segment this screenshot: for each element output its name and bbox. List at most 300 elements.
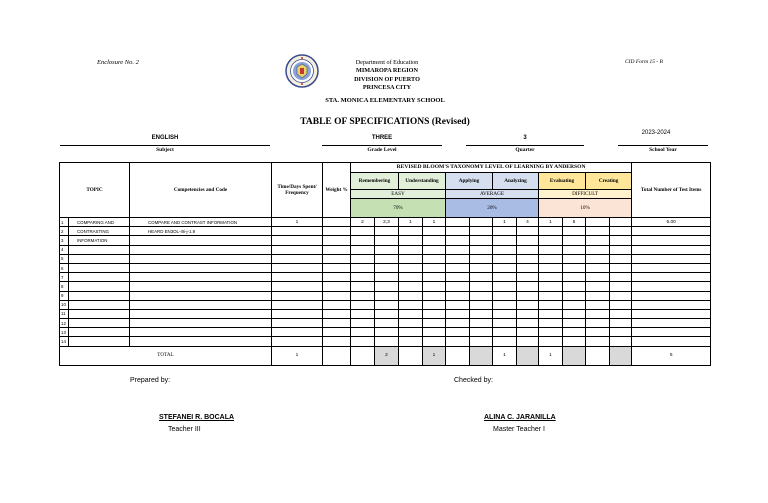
table-row (60, 300, 711, 309)
row-weight (323, 328, 351, 337)
row-weight (323, 300, 351, 309)
row-item-cell (517, 328, 539, 337)
row-item-cell (517, 282, 539, 291)
row-number: 4 (60, 245, 69, 254)
total-cell (610, 346, 632, 365)
row-item-cell (470, 245, 493, 254)
row-item-cell (399, 282, 423, 291)
checked-by-name: ALINA C. JARANILLA (484, 414, 556, 421)
division-name: DIVISION OF PUERTO PRINCESA CITY (354, 75, 420, 91)
row-item-cell (351, 300, 375, 309)
row-item-cell (423, 236, 446, 245)
row-item-cell (563, 319, 586, 328)
group-easy: EASY (351, 190, 446, 199)
group-difficult: DIFFICULT (539, 190, 632, 199)
total-weight (323, 346, 351, 365)
row-item-cell (493, 245, 517, 254)
row-time (272, 254, 323, 263)
row-weight (323, 254, 351, 263)
deped-seal-icon (285, 54, 319, 88)
row-total (632, 291, 711, 300)
row-number: 10 (60, 300, 69, 309)
row-item-cell (399, 337, 423, 346)
row-weight (323, 236, 351, 245)
topic-header: TOPIC (60, 163, 130, 218)
row-item-cell (446, 218, 470, 227)
row-item-cell (586, 291, 610, 300)
total-cell (446, 346, 470, 365)
row-number: 6 (60, 263, 69, 272)
table-row (60, 328, 711, 337)
enclosure-label: Enclosure No. 2 (97, 59, 139, 66)
row-item-cell (423, 291, 446, 300)
row-total (632, 263, 711, 272)
row-item-cell (610, 273, 632, 282)
row-item-cell (610, 254, 632, 263)
row-competency (130, 319, 272, 328)
school-year-underline (618, 145, 708, 146)
row-competency (130, 273, 272, 282)
row-item-cell (423, 245, 446, 254)
row-item-cell (610, 263, 632, 272)
row-topic (69, 245, 130, 254)
row-item-cell (375, 236, 399, 245)
region-name: MIMAROPA REGION (356, 67, 418, 75)
row-competency: COMPARE AND CONTRAST INFORMATION (130, 218, 272, 227)
row-weight (323, 282, 351, 291)
row-item-cell (399, 263, 423, 272)
row-number: 13 (60, 328, 69, 337)
grade-underline (322, 145, 442, 146)
row-item-cell (539, 227, 563, 236)
department-block (342, 59, 432, 92)
row-item-cell (470, 273, 493, 282)
row-item-cell (446, 337, 470, 346)
row-topic: COMPARING AND (69, 218, 130, 227)
row-topic (69, 263, 130, 272)
total-cell (586, 346, 610, 365)
row-item-cell (586, 328, 610, 337)
level-creating: Creating (586, 173, 632, 190)
time-header: Time/Days Spent/ Frequency (272, 163, 323, 218)
row-competency (130, 254, 272, 263)
percent-easy: 70% (351, 199, 446, 218)
level-analyzing: Analyzing (493, 173, 539, 190)
row-item-cell: 1 (399, 218, 423, 227)
row-item-cell (586, 236, 610, 245)
row-item-cell (375, 300, 399, 309)
row-item-cell (375, 319, 399, 328)
row-item-cell (586, 337, 610, 346)
row-item-cell (351, 254, 375, 263)
group-average: AVERAGE (446, 190, 539, 199)
row-weight (323, 218, 351, 227)
row-time (272, 282, 323, 291)
row-competency (130, 245, 272, 254)
row-item-cell (517, 300, 539, 309)
row-number: 14 (60, 337, 69, 346)
row-item-cell (563, 282, 586, 291)
row-item-cell (446, 300, 470, 309)
row-item-cell (423, 309, 446, 318)
row-item-cell (470, 282, 493, 291)
row-topic (69, 309, 130, 318)
row-total (632, 245, 711, 254)
row-item-cell (539, 273, 563, 282)
row-item-cell (446, 309, 470, 318)
row-item-cell (517, 319, 539, 328)
row-item-cell (610, 218, 632, 227)
row-item-cell (351, 273, 375, 282)
level-evaluating: Evaluating (539, 173, 586, 190)
total-items: 5 (632, 346, 711, 365)
row-item-cell (539, 291, 563, 300)
row-item-cell (351, 245, 375, 254)
taxonomy-header: REVISED BLOOM'S TAXONOMY LEVEL OF LEARNING BY ANDERSON (351, 163, 632, 173)
row-time (272, 300, 323, 309)
row-item-cell (375, 328, 399, 337)
row-weight (323, 227, 351, 236)
row-item-cell (446, 282, 470, 291)
row-item-cell (539, 319, 563, 328)
row-item-cell (539, 263, 563, 272)
row-item-cell (610, 309, 632, 318)
row-number: 5 (60, 254, 69, 263)
row-item-cell (539, 300, 563, 309)
row-item-cell (446, 273, 470, 282)
row-item-cell (493, 254, 517, 263)
row-item-cell: 1 (539, 218, 563, 227)
table-row (60, 309, 711, 318)
row-item-cell (493, 328, 517, 337)
row-competency (130, 291, 272, 300)
row-item-cell (351, 291, 375, 300)
row-item-cell (493, 291, 517, 300)
school-name: STA. MONICA ELEMENTARY SCHOOL (325, 97, 445, 104)
row-item-cell (493, 319, 517, 328)
total-cell: 1 (493, 346, 517, 365)
department-name: Department of Education (355, 59, 419, 66)
row-item-cell (375, 291, 399, 300)
table-row (60, 263, 711, 272)
table-row (60, 245, 711, 254)
row-total (632, 236, 711, 245)
row-time (272, 273, 323, 282)
row-item-cell (539, 337, 563, 346)
total-cell: 2 (375, 346, 399, 365)
row-item-cell (423, 282, 446, 291)
row-item-cell (375, 337, 399, 346)
row-item-cell (351, 328, 375, 337)
row-time: 1 (272, 218, 323, 227)
row-item-cell (446, 236, 470, 245)
row-total (632, 300, 711, 309)
row-item-cell (610, 236, 632, 245)
grade-value: THREE (371, 135, 393, 141)
checked-by-label: Checked by: (454, 377, 493, 384)
row-competency (130, 328, 272, 337)
row-weight (323, 263, 351, 272)
row-total (632, 227, 711, 236)
row-item-cell (493, 300, 517, 309)
row-time (272, 309, 323, 318)
specifications-table (59, 162, 709, 368)
row-item-cell (470, 319, 493, 328)
row-item-cell (610, 337, 632, 346)
row-total (632, 337, 711, 346)
row-item-cell (493, 309, 517, 318)
row-item-cell (470, 309, 493, 318)
row-item-cell (493, 227, 517, 236)
row-competency: HEARD EN3OL-IIIi-j-1.9 (130, 227, 272, 236)
row-item-cell (399, 273, 423, 282)
quarter-value: 3 (523, 135, 527, 141)
row-item-cell (399, 227, 423, 236)
document-title: TABLE OF SPECIFICATIONS (Revised) (300, 117, 470, 127)
row-total (632, 273, 711, 282)
row-item-cell (375, 273, 399, 282)
row-weight (323, 337, 351, 346)
row-item-cell: 2 (351, 218, 375, 227)
row-item-cell (423, 319, 446, 328)
row-competency (130, 300, 272, 309)
row-time (272, 236, 323, 245)
row-item-cell (517, 291, 539, 300)
row-item-cell (375, 254, 399, 263)
table-row (60, 291, 711, 300)
level-remembering: Remembering (351, 173, 399, 190)
row-total (632, 282, 711, 291)
row-item-cell (517, 263, 539, 272)
row-item-cell (399, 319, 423, 328)
row-item-cell (375, 282, 399, 291)
row-item-cell (399, 309, 423, 318)
weight-header: Weight % (323, 163, 351, 218)
row-weight (323, 273, 351, 282)
row-item-cell: 1 (423, 218, 446, 227)
row-item-cell (351, 319, 375, 328)
row-topic (69, 254, 130, 263)
row-item-cell (446, 328, 470, 337)
row-number: 3 (60, 236, 69, 245)
row-item-cell (586, 218, 610, 227)
row-item-cell (399, 245, 423, 254)
row-item-cell (563, 263, 586, 272)
row-item-cell (517, 245, 539, 254)
row-topic: CONTRASTING (69, 227, 130, 236)
row-item-cell (517, 309, 539, 318)
row-item-cell (399, 291, 423, 300)
subject-label: Subject (156, 147, 174, 153)
row-item-cell (399, 328, 423, 337)
row-topic (69, 282, 130, 291)
row-item-cell (446, 263, 470, 272)
subject-value: ENGLISH (151, 135, 179, 141)
row-total: 5.00 (632, 218, 711, 227)
competencies-header: Competencies and Code (130, 163, 272, 218)
row-number: 8 (60, 282, 69, 291)
row-topic: INFORMATION (69, 236, 130, 245)
row-weight (323, 291, 351, 300)
school-year-label: School Year (649, 147, 677, 153)
row-item-cell (399, 236, 423, 245)
row-item-cell (610, 319, 632, 328)
total-cell (351, 346, 375, 365)
table-row (60, 282, 711, 291)
row-item-cell (586, 300, 610, 309)
row-time (272, 263, 323, 272)
row-item-cell (423, 254, 446, 263)
table-row (60, 319, 711, 328)
percent-average: 20% (446, 199, 539, 218)
row-item-cell (586, 227, 610, 236)
prepared-by-name: STEFANEI R. BOCALA (159, 414, 235, 421)
row-item-cell: 4 (517, 218, 539, 227)
row-item-cell (610, 227, 632, 236)
row-topic (69, 300, 130, 309)
table-row (60, 254, 711, 263)
row-topic (69, 319, 130, 328)
row-item-cell (563, 300, 586, 309)
row-item-cell (586, 319, 610, 328)
row-item-cell (446, 291, 470, 300)
table-row (60, 337, 711, 346)
row-time (272, 291, 323, 300)
row-item-cell (610, 300, 632, 309)
checked-by-role: Master Teacher I (493, 426, 546, 433)
table-row (60, 273, 711, 282)
row-item-cell (470, 236, 493, 245)
row-item-cell (539, 245, 563, 254)
prepared-by-role: Teacher III (168, 426, 201, 433)
row-item-cell (423, 227, 446, 236)
row-competency (130, 236, 272, 245)
row-number: 12 (60, 319, 69, 328)
row-item-cell (586, 254, 610, 263)
row-item-cell (351, 227, 375, 236)
row-competency (130, 309, 272, 318)
row-item-cell (423, 273, 446, 282)
row-item-cell (470, 227, 493, 236)
total-cell (563, 346, 586, 365)
table-row (60, 236, 711, 245)
row-item-cell: 2,3 (375, 218, 399, 227)
percent-difficult: 10% (539, 199, 632, 218)
total-label: TOTAL (60, 346, 272, 365)
row-topic (69, 337, 130, 346)
table-row (60, 218, 711, 227)
row-item-cell (610, 328, 632, 337)
row-item-cell (375, 227, 399, 236)
row-weight (323, 245, 351, 254)
row-item-cell (423, 263, 446, 272)
row-item-cell (470, 254, 493, 263)
row-item-cell (610, 291, 632, 300)
row-item-cell (375, 263, 399, 272)
level-understanding: Understanding (399, 173, 446, 190)
row-item-cell (399, 254, 423, 263)
row-item-cell (563, 236, 586, 245)
row-topic (69, 328, 130, 337)
row-item-cell (563, 245, 586, 254)
row-item-cell (423, 300, 446, 309)
row-item-cell (586, 263, 610, 272)
row-total (632, 319, 711, 328)
row-item-cell (470, 300, 493, 309)
row-item-cell (563, 227, 586, 236)
row-item-cell (517, 337, 539, 346)
row-item-cell (446, 319, 470, 328)
row-item-cell (375, 245, 399, 254)
row-total (632, 309, 711, 318)
row-item-cell (563, 291, 586, 300)
row-item-cell (351, 309, 375, 318)
row-item-cell (493, 273, 517, 282)
row-item-cell (399, 300, 423, 309)
row-item-cell (493, 263, 517, 272)
row-item-cell (351, 236, 375, 245)
row-item-cell (517, 273, 539, 282)
school-year-value: 2023-2024 (641, 130, 671, 136)
row-item-cell (470, 263, 493, 272)
row-competency (130, 282, 272, 291)
total-cell: 1 (539, 346, 563, 365)
row-item-cell (563, 328, 586, 337)
row-item-cell (351, 337, 375, 346)
total-items-header: Total Number of Test Items (632, 163, 711, 218)
row-item-cell: 5 (563, 218, 586, 227)
row-item-cell (517, 254, 539, 263)
row-item-cell (470, 328, 493, 337)
row-item-cell (539, 282, 563, 291)
row-time (272, 319, 323, 328)
row-item-cell (586, 273, 610, 282)
row-item-cell (586, 282, 610, 291)
total-cell (470, 346, 493, 365)
row-item-cell: 1 (493, 218, 517, 227)
quarter-underline (466, 145, 584, 146)
row-item-cell (539, 236, 563, 245)
row-item-cell (470, 291, 493, 300)
grade-label: Grade Level (367, 147, 397, 153)
row-item-cell (470, 337, 493, 346)
cid-form-label: CID Form 15 - B (625, 59, 663, 65)
row-item-cell (493, 236, 517, 245)
row-total (632, 328, 711, 337)
row-number: 11 (60, 309, 69, 318)
row-number: 7 (60, 273, 69, 282)
row-time (272, 245, 323, 254)
row-item-cell (563, 273, 586, 282)
prepared-by-label: Prepared by: (130, 377, 171, 384)
total-time: 1 (272, 346, 323, 365)
row-item-cell (539, 328, 563, 337)
row-item-cell (563, 309, 586, 318)
table-row (60, 227, 711, 236)
row-item-cell (446, 245, 470, 254)
subject-underline (60, 145, 270, 146)
row-time (272, 337, 323, 346)
row-total (632, 254, 711, 263)
row-item-cell (423, 337, 446, 346)
row-item-cell (446, 254, 470, 263)
row-number: 9 (60, 291, 69, 300)
row-item-cell (539, 309, 563, 318)
row-topic (69, 273, 130, 282)
row-item-cell (517, 227, 539, 236)
row-item-cell (423, 328, 446, 337)
row-weight (323, 309, 351, 318)
